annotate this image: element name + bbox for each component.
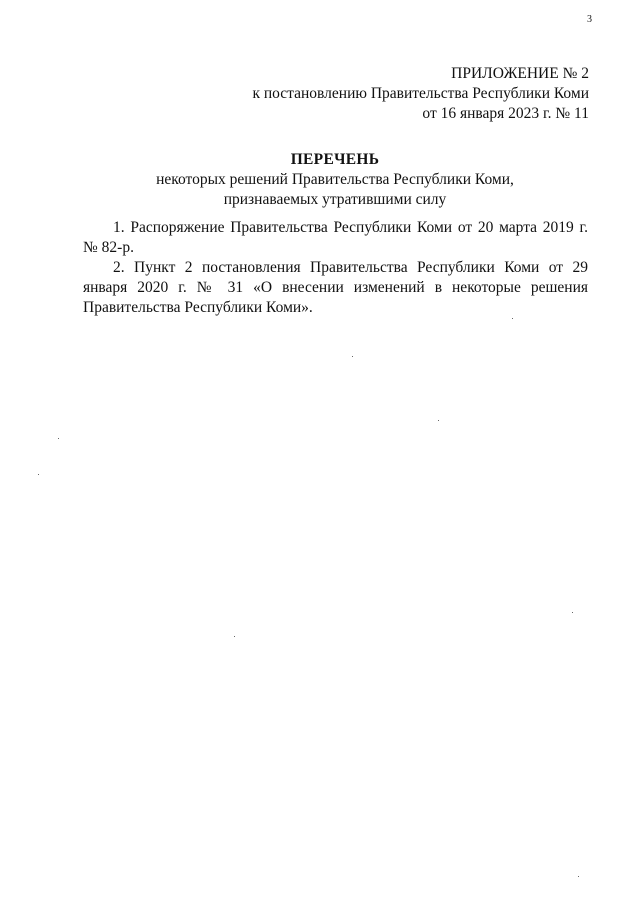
scan-speck: [58, 438, 59, 439]
scan-speck: [578, 876, 579, 877]
scan-speck: [572, 612, 573, 613]
appendix-reference: к постановлению Правительства Республики Коми: [252, 85, 589, 102]
document-heading: ПЕРЕЧЕНЬ: [290, 151, 380, 168]
appendix-date: от 16 января 2023 г. № 11: [422, 105, 589, 122]
appendix-title: ПРИЛОЖЕНИЕ № 2: [451, 65, 589, 82]
document-subtitle-line-1: некоторых решений Правительства Республики Коми,: [156, 171, 514, 188]
list-item: 1. Распоряжение Правительства Республики Коми от 20 марта 2019 г. № 82-р.: [83, 219, 588, 256]
appendix-header: [169, 64, 589, 124]
document-title-block: [90, 150, 580, 210]
list-content: [83, 218, 588, 318]
page-number: 3: [587, 14, 592, 25]
list-item: 2. Пункт 2 постановления Правительства Республики Коми от 29 января 2020 г. № 31 «О внесении изменений в некоторые решения Правительства Республики Коми».: [83, 259, 588, 316]
scan-speck: [352, 356, 353, 357]
scan-speck: [438, 420, 439, 421]
scan-speck: [512, 318, 513, 319]
scan-speck: [38, 474, 39, 475]
scan-speck: [234, 636, 235, 637]
document-subtitle-line-2: признаваемых утратившими силу: [223, 191, 447, 208]
